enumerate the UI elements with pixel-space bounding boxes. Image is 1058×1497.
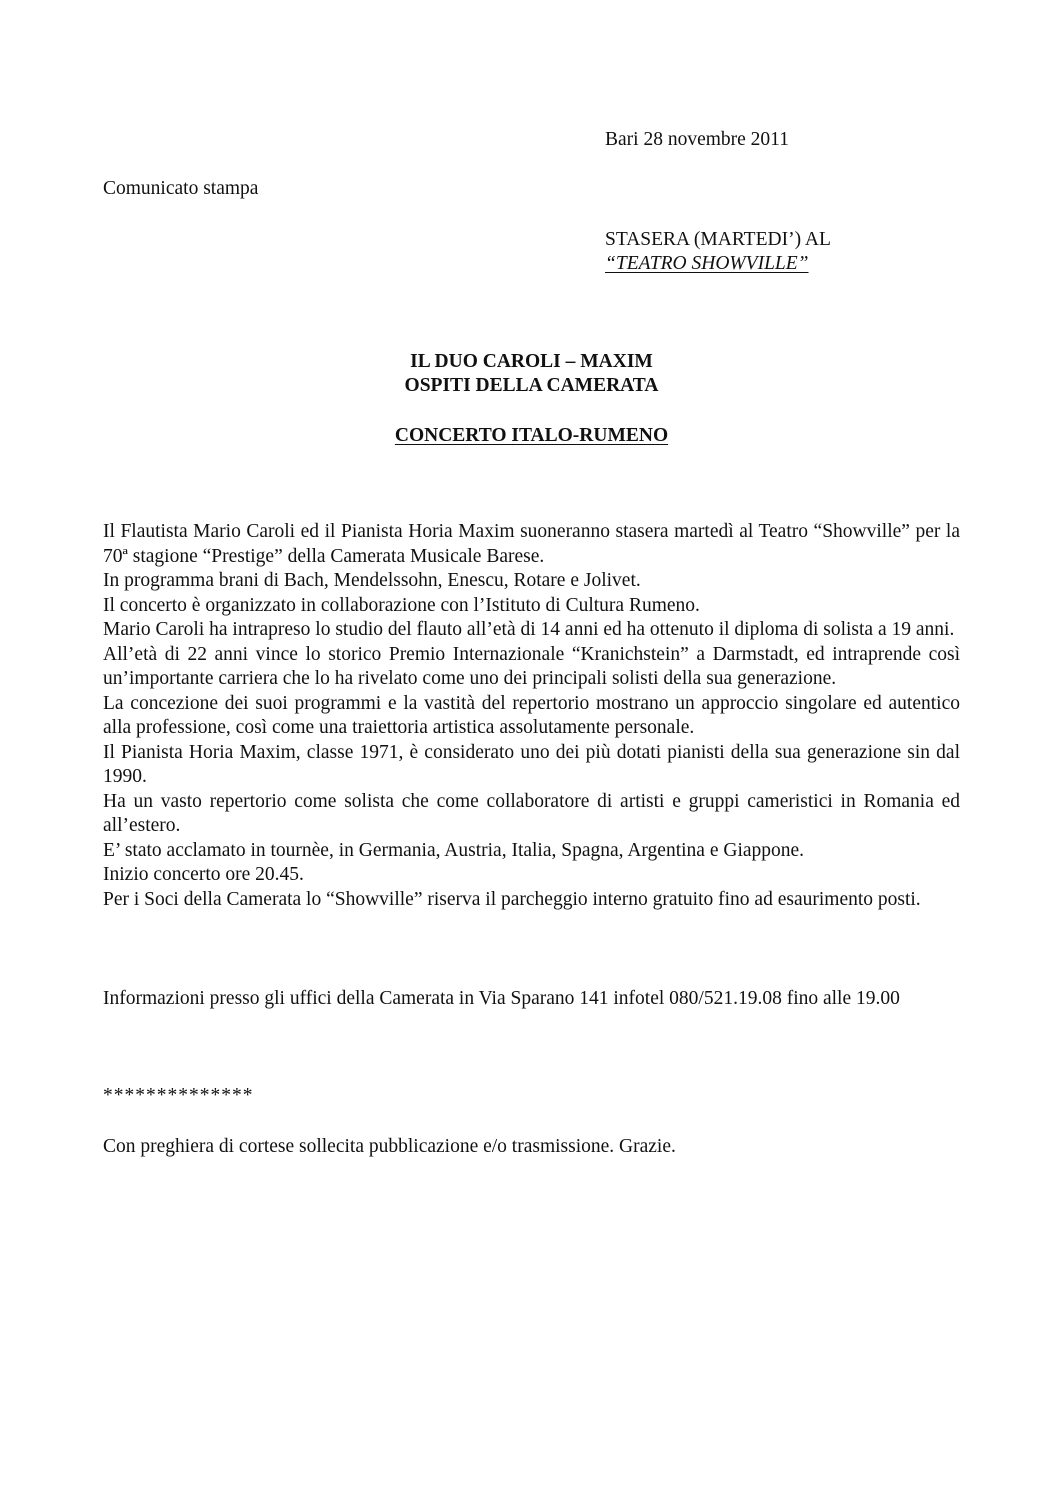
headline-subtitle: OSPITI DELLA CAMERATA xyxy=(404,375,659,396)
press-release-body xyxy=(103,520,960,912)
contact-info: Informazioni presso gli uffici della Camerata in Via Sparano 141 infotel 080/521.19.08 fino alle 19.00 xyxy=(103,988,900,1009)
body-paragraph: Il concerto è organizzato in collaborazione con l’Istituto di Cultura Rumeno. xyxy=(103,594,700,616)
body-paragraph: Il Pianista Horia Maxim, classe 1971, è considerato uno dei più dotati pianisti della sua generazione sin dal 1990. xyxy=(103,741,960,787)
body-paragraph: Il Flautista Mario Caroli ed il Pianista Horia Maxim suoneranno stasera martedì al Teatro “Showville” per la 70ª stagione “Prestige” della Camerata Musicale Barese. xyxy=(103,521,960,567)
body-paragraph: Inizio concerto ore 20.45. xyxy=(103,864,304,885)
body-paragraph: Ha un vasto repertorio come solista che come collaboratore di artisti e gruppi cameristici in Romania ed all’estero. xyxy=(103,790,960,836)
closing-note: Con preghiera di cortese sollecita pubblicazione e/o trasmissione. Grazie. xyxy=(103,1136,676,1157)
document-date: Bari 28 novembre 2011 xyxy=(605,129,789,150)
body-paragraph: In programma brani di Bach, Mendelssohn, Enescu, Rotare e Jolivet. xyxy=(103,570,641,591)
body-paragraph: All’età di 22 anni vince lo storico Premio Internazionale “Kranichstein” a Darmstadt, ed intraprende così un’importante carriera che lo ha rivelato come uno dei principali solisti della sua generazione. xyxy=(103,643,960,689)
headline-title: IL DUO CAROLI – MAXIM xyxy=(410,351,653,372)
body-paragraph: La concezione dei suoi programmi e la vastità del repertorio mostrano un approccio singolare ed autentico alla professione, così come una traiettoria artistica assolutamente personale. xyxy=(103,692,960,738)
event-announcement: STASERA (MARTEDI’) AL xyxy=(605,229,831,250)
headline-concert: CONCERTO ITALO-RUMENO xyxy=(394,425,669,446)
event-venue: “TEATRO SHOWVILLE” xyxy=(605,253,809,274)
separator: ************** xyxy=(103,1085,254,1106)
body-paragraph: Per i Soci della Camerata lo “Showville” riserva il parcheggio interno gratuito fino ad esaurimento posti. xyxy=(103,888,921,910)
body-paragraph: E’ stato acclamato in tournèe, in Germania, Austria, Italia, Spagna, Argentina e Giappone. xyxy=(103,839,805,861)
body-paragraph: Mario Caroli ha intrapreso lo studio del flauto all’età di 14 anni ed ha ottenuto il diploma di solista a 19 anni. xyxy=(103,619,955,640)
document-type: Comunicato stampa xyxy=(103,178,259,199)
